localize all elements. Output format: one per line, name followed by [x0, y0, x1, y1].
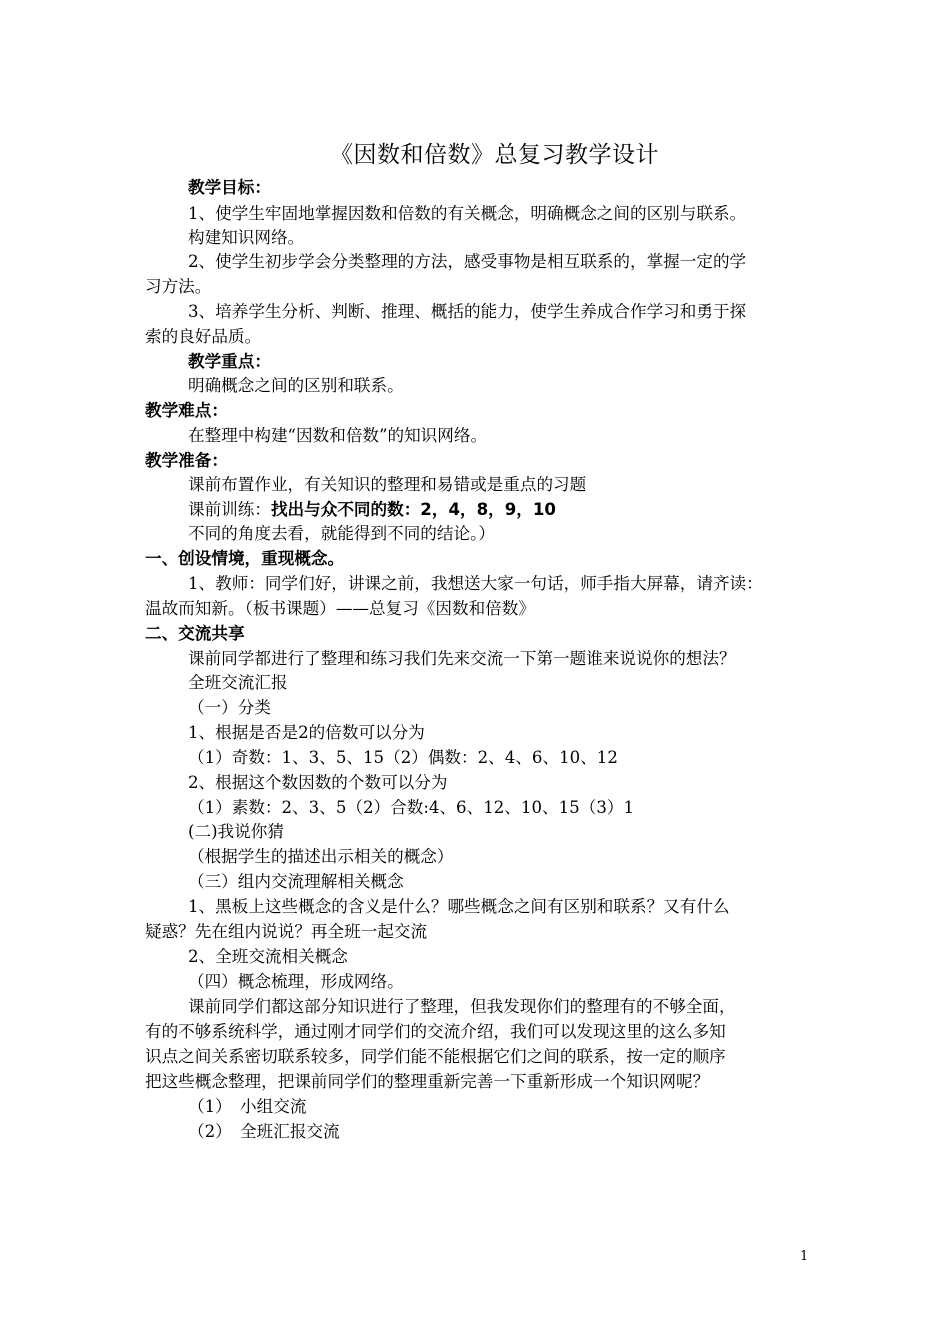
- sub-heading-network: （四）概念梳理，形成网络。: [188, 972, 404, 991]
- odd-even-numbers: （1）奇数：1、3、5、15（2）偶数：2、4、6、10、12: [188, 748, 618, 767]
- heading-objectives: 教学目标：: [188, 178, 271, 197]
- document-title: 《因数和倍数》总复习教学设计: [330, 142, 659, 168]
- objective-1: 1、使学生牢固地掌握因数和倍数的有关概念，明确概念之间的区别与联系。: [188, 204, 747, 223]
- page-number: 1: [800, 1249, 809, 1264]
- network-paragraph-line-1: 课前同学们都这部分知识进行了整理，但我发现你们的整理有的不够全面，: [188, 997, 736, 1016]
- section-1-item-1: 1、教师：同学们好，讲课之前，我想送大家一句话，师手指大屏幕，请齐读：: [188, 574, 763, 593]
- guess-note: （根据学生的描述出示相关的概念）: [188, 847, 454, 866]
- sub-heading-group-exchange: （三）组内交流理解相关概念: [188, 872, 404, 891]
- section-1-item-1-cont: 温故而知新。（板书课题）——总复习《因数和倍数》: [145, 599, 535, 618]
- section-2-intro: 课前同学都进行了整理和练习我们先来交流一下第一题谁来说说你的想法？: [188, 649, 736, 668]
- group-exchange-item-1: 1、黑板上这些概念的含义是什么？哪些概念之间有区别和联系？又有什么: [188, 897, 730, 916]
- sub-heading-guess: (二)我说你猜: [188, 822, 284, 841]
- key-points-text: 明确概念之间的区别和联系。: [188, 376, 404, 395]
- heading-difficulties: 教学难点：: [145, 401, 228, 420]
- network-paragraph-line-2: 有的不够系统科学，通过刚才同学们的交流介绍，我们可以发现这里的这么多知: [145, 1022, 726, 1041]
- pre-class-training: [188, 498, 556, 522]
- objective-2-cont: 习方法。: [145, 277, 212, 296]
- pre-class-training-label: 课前训练：: [188, 500, 271, 519]
- network-paragraph-line-4: 把这些概念整理，把课前同学们的整理重新完善一下重新形成一个知识网呢？: [145, 1072, 710, 1091]
- objective-3: 3、培养学生分析、判断、推理、概括的能力，使学生养成合作学习和勇于探: [188, 302, 747, 321]
- section-1-heading: 一、创设情境，重现概念。: [145, 549, 345, 568]
- classify-by-multiple-of-2: 1、根据是否是2的倍数可以分为: [188, 723, 425, 742]
- objective-3-cont: 索的良好品质。: [145, 327, 262, 346]
- network-paragraph-line-3: 识点之间关系密切联系较多，同学们能不能根据它们之间的联系，按一定的顺序: [145, 1047, 726, 1066]
- training-note: 不同的角度去看，就能得到不同的结论。）: [188, 524, 495, 543]
- section-2-report: 全班交流汇报: [188, 673, 288, 692]
- prime-composite-numbers: （1）素数：2、3、5（2）合数:4、6、12、10、15（3）1: [188, 798, 635, 817]
- step-class-report: （2） 全班汇报交流: [188, 1122, 340, 1141]
- objective-2: 2、使学生初步学会分类整理的方法，感受事物是相互联系的，掌握一定的学: [188, 252, 747, 271]
- heading-key-points: 教学重点：: [188, 352, 271, 371]
- objective-1-cont: 构建知识网络。: [188, 228, 305, 247]
- difficulties-text: 在整理中构建“因数和倍数”的知识网络。: [188, 426, 488, 445]
- group-exchange-item-1-cont: 疑惑？先在组内说说？再全班一起交流: [145, 922, 428, 941]
- preparation-text: 课前布置作业，有关知识的整理和易错或是重点的习题: [188, 475, 587, 494]
- sub-heading-classify: （一）分类: [188, 698, 271, 717]
- step-group-discussion: （1） 小组交流: [188, 1097, 307, 1116]
- pre-class-training-task: 找出与众不同的数：2，4，8，9，10: [270, 500, 556, 519]
- heading-preparation: 教学准备：: [145, 451, 228, 470]
- classify-by-factor-count: 2、根据这个数因数的个数可以分为: [188, 773, 448, 792]
- group-exchange-item-2: 2、全班交流相关概念: [188, 947, 348, 966]
- section-2-heading: 二、交流共享: [145, 624, 245, 643]
